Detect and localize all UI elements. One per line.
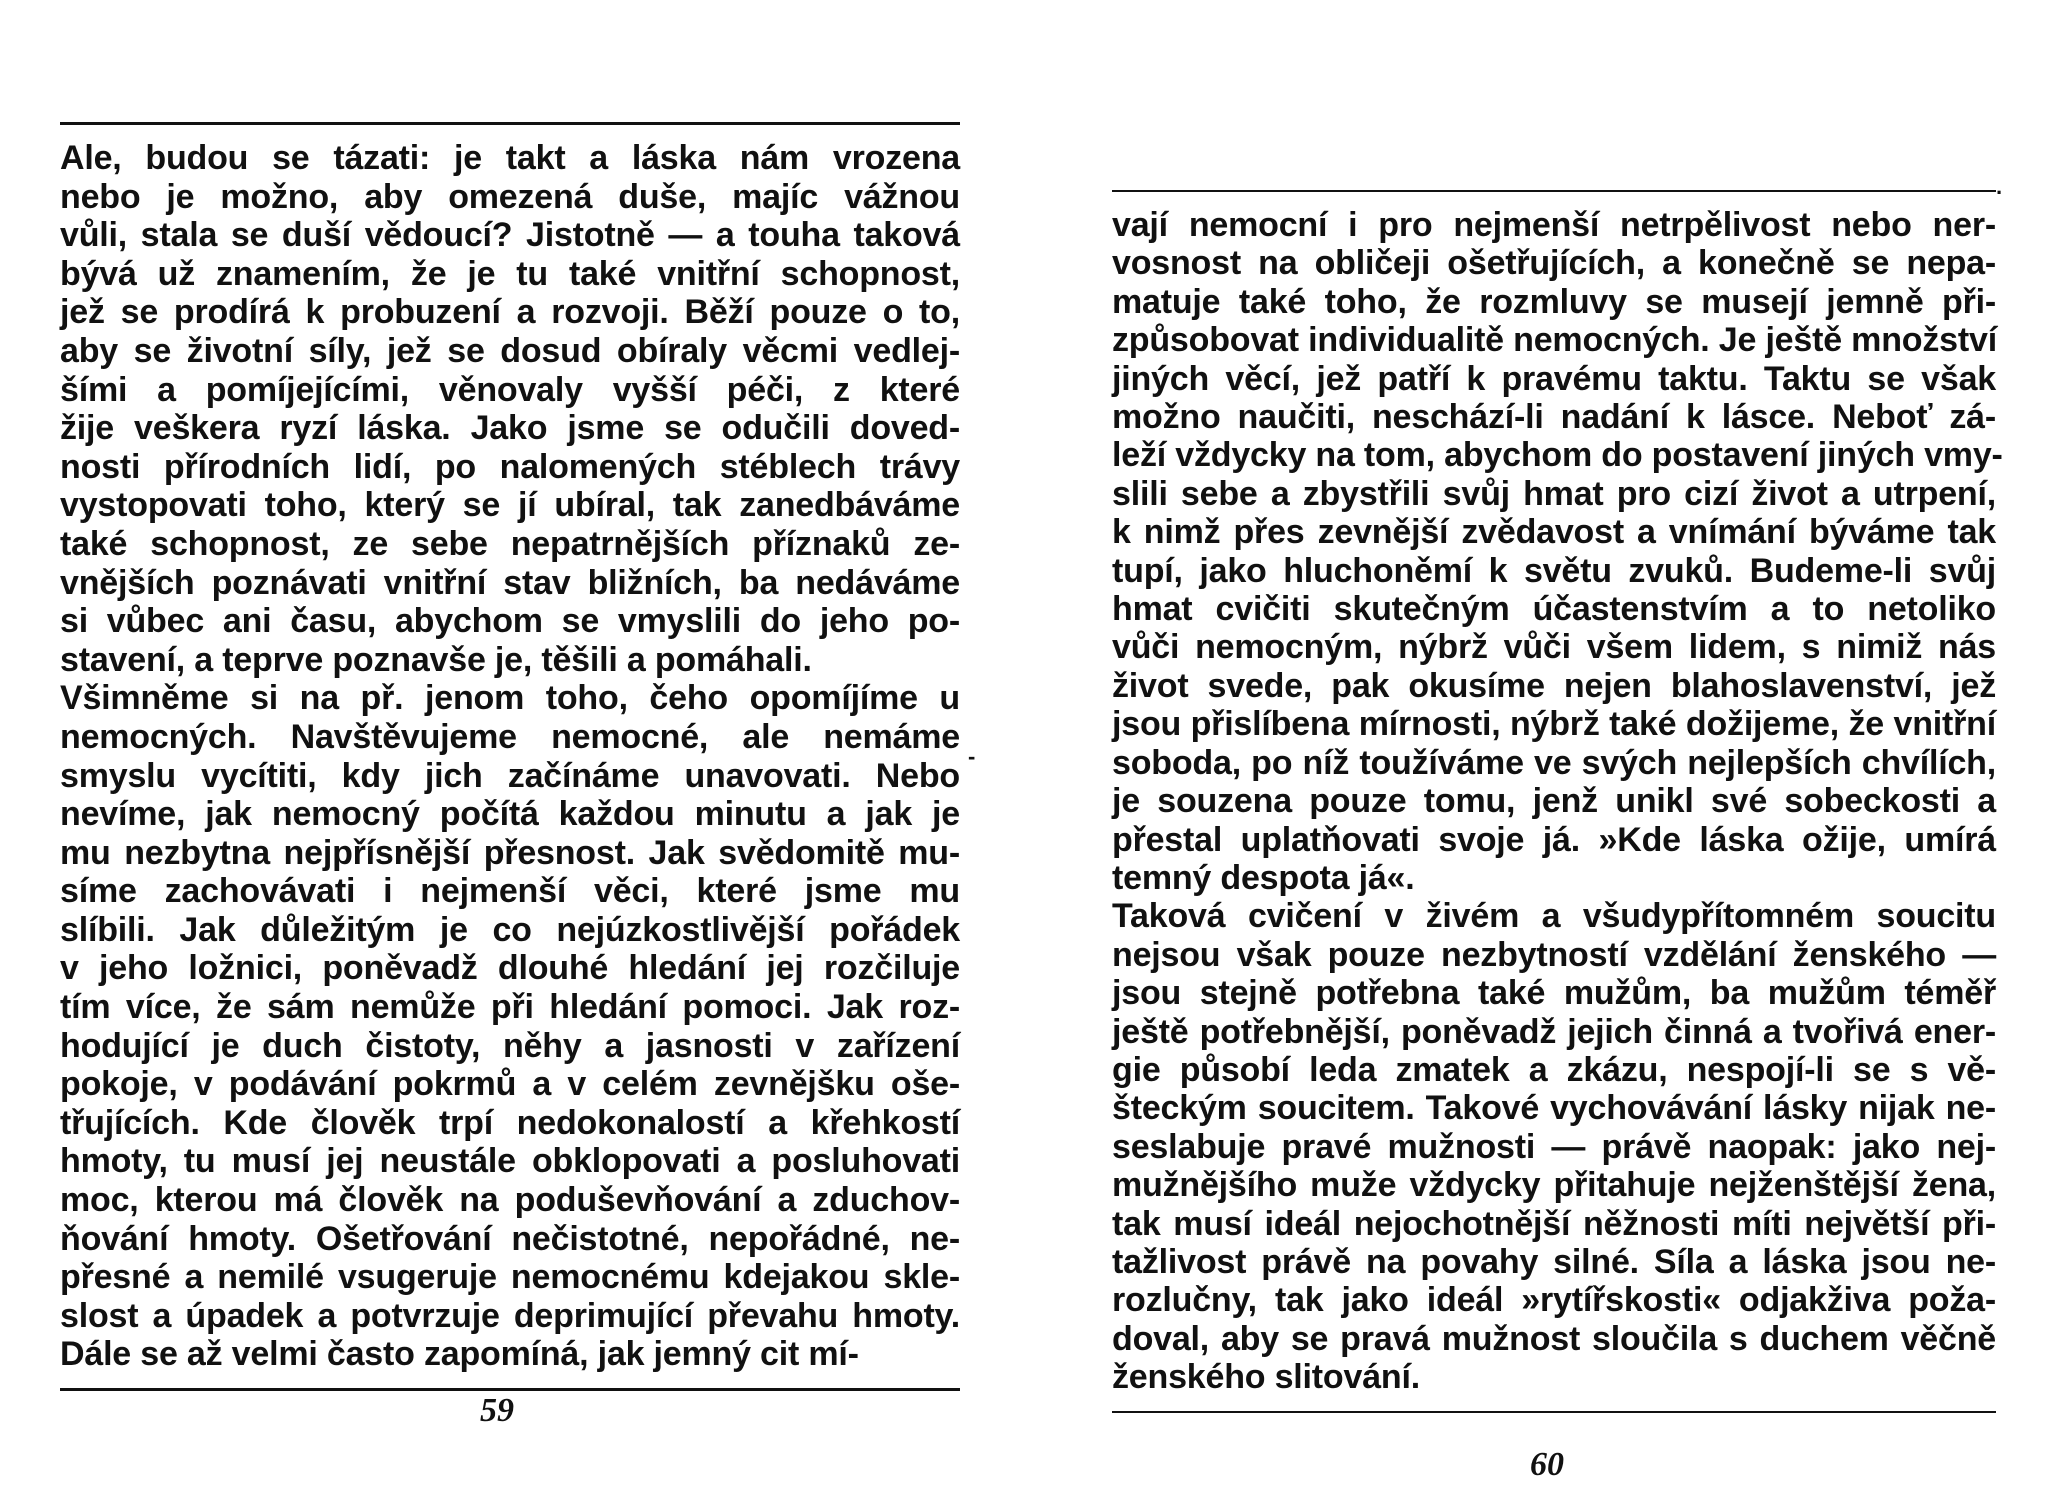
text-line: tím více, že sám nemůže při hledání pomoci. Jak roz- xyxy=(60,988,960,1027)
margin-dot: · xyxy=(1996,180,2004,205)
text-line: je souzena pouze tomu, jenž unikl své sobeckosti a xyxy=(1112,782,1996,821)
text-line: vnějších poznávati vnitřní stav bližních, ba nedáváme xyxy=(60,563,960,602)
bottom-rule xyxy=(60,1388,960,1391)
margin-mark: - xyxy=(968,744,976,769)
text-line: Ale, budou se tázati: je takt a láska nám vrozena xyxy=(60,139,960,177)
text-line: jež se prodírá k probuzení a rozvoji. Běží pouze o to, xyxy=(60,293,960,332)
text-line: tak musí ideál nejochotnější něžnosti míti největší při- xyxy=(1112,1204,1996,1243)
page-number-left: 59 xyxy=(480,1392,514,1429)
text-line: jsou přislíbena mírnosti, nýbrž také dožijeme, že vnitřní xyxy=(1112,705,1996,744)
text-line: jiných věcí, jež patří k pravému taktu. Taktu se však xyxy=(1112,359,1996,398)
text-line: v jeho ložnici, poněvadž dlouhé hledání jej rozčiluje xyxy=(60,949,960,988)
text-line: matuje také toho, že rozmluvy se musejí jemně při- xyxy=(1112,282,1996,321)
text-line: hodující je duch čistoty, něhy a jasnosti v zařízení xyxy=(60,1026,960,1065)
text-line: mužnějšího muže vždycky přitahuje nejženštější žena, xyxy=(1112,1166,1996,1205)
text-line: možno naučiti, neschází-li nadání k lásce. Neboť zá- xyxy=(1112,398,1996,437)
top-rule xyxy=(60,122,960,125)
text-line: temný despota já«. xyxy=(1112,858,1415,897)
text-line: vůči nemocným, nýbrž vůči všem lidem, s nimiž nás xyxy=(1112,628,1996,667)
text-line: bývá už znamením, že je tu také vnitřní schopnost, xyxy=(60,254,960,293)
text-line: třujících. Kde člověk trpí nedokonalostí a křehkostí xyxy=(60,1103,960,1142)
text-line: vají nemocní i pro nejmenší netrpělivost nebo ner- xyxy=(1112,206,1996,244)
text-line: pokoje, v podávání pokrmů a v celém zevnějšku oše- xyxy=(60,1065,960,1104)
text-line: nemocných. Navštěvujeme nemocné, ale nemáme xyxy=(60,717,960,756)
text-line: Všimněme si na př. jenom toho, čeho opomíjíme u xyxy=(60,679,960,718)
text-line: vůli, stala se duší vědoucí? Jistotně — a touha taková xyxy=(60,216,960,255)
text-line: nebo je možno, aby omezená duše, majíc vážnou xyxy=(60,177,960,216)
text-line: žije veškera ryzí láska. Jako jsme se odučili doved- xyxy=(60,409,960,448)
left-page xyxy=(60,122,960,1391)
text-line: soboda, po níž toužíváme ve svých nejlepších chvílích, xyxy=(1112,743,1996,782)
text-line: ňování hmoty. Ošetřování nečistotné, nepořádné, ne- xyxy=(60,1219,960,1258)
text-line: tažlivost právě na povahy silné. Síla a láska jsou ne- xyxy=(1112,1242,1996,1281)
text-line: Taková cvičení v živém a všudypřítomném soucitu xyxy=(1112,897,1996,936)
text-line: mu nezbytna nejpřísnější přesnost. Jak svědomitě mu- xyxy=(60,833,960,872)
text-line: Dále se až velmi často zapomíná, jak jemný cit mí- xyxy=(60,1335,859,1374)
text-line: šteckým soucitem. Takové vychovávání lásky nijak ne- xyxy=(1112,1089,1996,1128)
text-line: tupí, jako hluchoněmí k světu zvuků. Budeme-li svůj xyxy=(1112,551,1996,590)
text-line: ještě potřebnější, poněvadž jejich činná a tvořivá ener- xyxy=(1112,1012,1996,1051)
text-line: smyslu vycítiti, kdy jich začínáme unavovati. Nebo xyxy=(60,756,960,795)
text-line: vystopovati toho, který se jí ubíral, tak zanedbáváme xyxy=(60,486,960,525)
text-line: moc, kterou má člověk na poduševňování a zduchov- xyxy=(60,1181,960,1220)
text-line: šími a pomíjejícími, věnovaly vyšší péči, z které xyxy=(60,370,960,409)
text-line: život svede, pak okusíme nejen blahoslavenství, jež xyxy=(1112,666,1996,705)
text-line: také schopnost, ze sebe nepatrnějších příznaků ze- xyxy=(60,524,960,563)
text-line: způsobovat individualitě nemocných. Je ještě množství xyxy=(1112,321,1997,360)
text-line: přestal uplatňovati svoje já. »Kde láska ožije, umírá xyxy=(1112,820,1996,859)
text-line: síme zachovávati i nejmenší věci, které jsme mu xyxy=(60,872,960,911)
text-line: hmat cvičiti skutečným účastenstvím a to netoliko xyxy=(1112,590,1996,629)
text-line: slost a úpadek a potvrzuje deprimující převahu hmoty. xyxy=(60,1296,960,1335)
page-number-right: 60 xyxy=(1530,1446,1564,1483)
text-line: vosnost na obličeji ošetřujících, a konečně se nepa- xyxy=(1112,244,1996,283)
text-line: slili sebe a zbystřili svůj hmat pro cizí život a utrpení, xyxy=(1112,474,1996,513)
text-line: jsou stejně potřebna také mužům, ba mužům téměř xyxy=(1112,974,1996,1013)
left-page-text xyxy=(60,139,960,1374)
text-line: seslabuje pravé mužnosti — právě naopak: jako nej- xyxy=(1112,1127,1996,1166)
text-line: hmoty, tu musí jej neustále obklopovati a posluhovati xyxy=(60,1142,960,1181)
text-line: nejsou však pouze nezbytností vzdělání ženského — xyxy=(1112,935,1996,974)
text-line: nevíme, jak nemocný počítá každou minutu a jak je xyxy=(60,795,960,834)
text-line: si vůbec ani času, abychom se vmyslili do jeho po- xyxy=(60,602,960,641)
text-line: gie působí leda zmatek a zkázu, nespojí-li se s vě- xyxy=(1112,1050,1996,1089)
right-page-text xyxy=(1112,206,2003,1397)
text-line: ženského slitování. xyxy=(1112,1358,1420,1397)
bottom-rule xyxy=(1112,1411,1996,1413)
text-line: aby se životní síly, jež se dosud obíraly věcmi vedlej- xyxy=(60,331,960,370)
text-line: k nimž přes zevnější zvědavost a vnímání býváme tak xyxy=(1112,513,1996,552)
right-page xyxy=(1112,190,2003,1413)
text-line: slíbili. Jak důležitým je co nejúzkostlivější pořádek xyxy=(60,910,960,949)
text-line: nosti přírodních lidí, po nalomených stéblech trávy xyxy=(60,447,960,486)
text-line: rozlučny, tak jako ideál »rytířskosti« odjakživa poža- xyxy=(1112,1281,1996,1320)
text-line: stavení, a teprve poznavše je, těšili a pomáhali. xyxy=(60,640,812,679)
text-line: přesné a nemilé vsugeruje nemocnému kdejakou skle- xyxy=(60,1258,960,1297)
text-line: leží vždycky na tom, abychom do postavení jiných vmy- xyxy=(1112,436,2003,475)
top-rule xyxy=(1112,190,1996,192)
text-line: doval, aby se pravá mužnost sloučila s duchem věčně xyxy=(1112,1319,1996,1358)
